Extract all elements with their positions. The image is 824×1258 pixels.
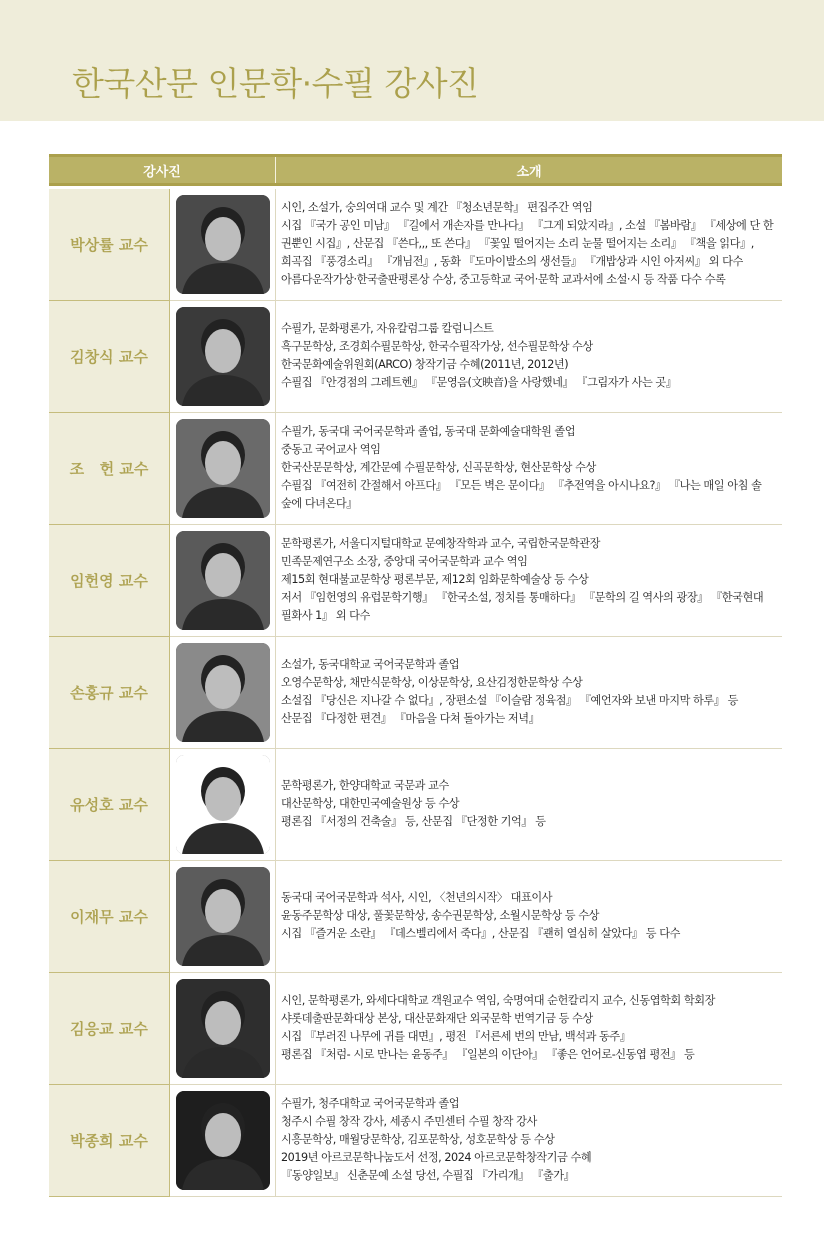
intro-line: 중동고 국어교사 역임: [281, 442, 381, 456]
portrait-photo: [176, 979, 270, 1078]
portrait-photo: [176, 1091, 270, 1190]
intro-line: 시인, 문학평론가, 와세다대학교 객원교수 역임, 숙명여대 순헌칼리지 교수, 신동엽학회 학회장: [281, 993, 715, 1007]
lecturer-intro: [276, 413, 782, 525]
intro-line: 한국산문문학상, 계간문예 수필문학상, 신곡문학상, 현산문학상 수상: [281, 460, 596, 474]
person-silhouette-icon: [176, 419, 270, 518]
photo-cell: [170, 413, 276, 525]
lecturer-name: 손홍규 교수: [49, 637, 170, 749]
lecturer-name: 박상률 교수: [49, 189, 170, 301]
portrait-photo: [176, 195, 270, 294]
lecturer-intro: [276, 525, 782, 637]
person-silhouette-icon: [176, 979, 270, 1078]
portrait-photo: [176, 307, 270, 406]
intro-line: 시인, 소설가, 숭의여대 교수 및 계간 『청소년문학』 편집주간 역임: [281, 200, 593, 214]
table-row-8: [49, 973, 782, 1085]
lecturer-intro: [276, 749, 782, 861]
portrait-photo: [176, 531, 270, 630]
intro-line: 청주시 수필 창작 강사, 세종시 주민센터 수필 창작 강사: [281, 1114, 537, 1128]
intro-line: 동국대 국어국문학과 석사, 시인, 〈천년의시작〉 대표이사: [281, 890, 553, 904]
intro-line: 수필가, 동국대 국어국문학과 졸업, 동국대 문화예술대학원 졸업: [281, 424, 576, 438]
intro-line: 저서 『임헌영의 유럽문학기행』 『한국소설, 정치를 통매하다』 『문학의 길 역사의 광장』 『한국현대: [281, 590, 764, 604]
page-title: 한국산문 인문학·수필 강사진: [72, 64, 479, 103]
photo-cell: [170, 637, 276, 749]
person-silhouette-icon: [176, 1091, 270, 1190]
photo-cell: [170, 301, 276, 413]
lecturer-table: [49, 154, 782, 1197]
intro-line: 윤동주문학상 대상, 풀꽃문학상, 송수권문학상, 소월시문학상 등 수상: [281, 908, 599, 922]
intro-line: 수필가, 문화평론가, 자유칼럼그룹 칼럼니스트: [281, 321, 494, 335]
table-row-7: [49, 861, 782, 973]
intro-line: 수필집 『안경점의 그레트헨』 『문영음(文映音)을 사랑했네』 『그림자가 사는 곳』: [281, 375, 677, 389]
photo-cell: [170, 189, 276, 301]
person-silhouette-icon: [176, 307, 270, 406]
table-row-1: [49, 189, 782, 301]
intro-line: 문학평론가, 한양대학교 국문과 교수: [281, 778, 449, 792]
intro-line: 제15회 현대불교문학상 평론부문, 제12회 임화문학예술상 등 수상: [281, 572, 589, 586]
intro-line: 시흥문학상, 매월당문학상, 김포문학상, 성호문학상 등 수상: [281, 1132, 555, 1146]
portrait-photo: [176, 643, 270, 742]
table-header: [49, 154, 782, 186]
intro-line: 아름다운작가상·한국출판평론상 수상, 중고등학교 국어·문학 교과서에 소설·시 등 작품 다수 수록: [281, 272, 726, 286]
lecturer-intro: [276, 861, 782, 973]
portrait-photo: [176, 419, 270, 518]
intro-line: 숲에 다녀온다』: [281, 496, 357, 510]
table-body: [49, 189, 782, 1197]
portrait-photo: [176, 867, 270, 966]
person-silhouette-icon: [176, 531, 270, 630]
intro-line: 산문집 『다정한 편견』 『마음을 다쳐 돌아가는 저녁』: [281, 711, 540, 725]
lecturer-intro: [276, 301, 782, 413]
person-silhouette-icon: [176, 643, 270, 742]
lecturer-name: 김창식 교수: [49, 301, 170, 413]
intro-line: 흑구문학상, 조경희수필문학상, 한국수필작가상, 선수필문학상 수상: [281, 339, 593, 353]
intro-line: 시집 『부러진 나무에 귀를 대면』, 평전 『서른세 번의 만남, 백석과 동주』: [281, 1029, 631, 1043]
intro-line: 희곡집 『풍경소리』 『개님전』, 동화 『도마이발소의 생선들』 『개밥상과 시인 아저씨』 외 다수: [281, 254, 743, 268]
lecturer-name: 유성호 교수: [49, 749, 170, 861]
intro-line: 2019년 아르코문학나눔도서 선정, 2024 아르코문학창작기금 수혜: [281, 1150, 592, 1164]
intro-line: 문학평론가, 서울디지털대학교 문예창작학과 교수, 국립한국문학관장: [281, 536, 600, 550]
person-silhouette-icon: [176, 867, 270, 966]
intro-line: 시집 『국가 공인 미남』 『길에서 개손자를 만나다』 『그게 되았지라』, 소설 『봄바람』 『세상에 단 한: [281, 218, 774, 232]
lecturer-name: 조 헌 교수: [49, 413, 170, 525]
intro-line: 권뿐인 시집』, 산문집 『쓴다,,, 또 쓴다』 『꽃잎 떨어지는 소리 눈물 떨어지는 소리』 『책을 읽다』,: [281, 236, 754, 250]
intro-line: 평론집 『처럼- 시로 만나는 윤동주』 『일본의 이단아』 『좋은 언어로-신동엽 평전』 등: [281, 1047, 695, 1061]
lecturer-name: 김응교 교수: [49, 973, 170, 1085]
intro-line: 소설가, 동국대학교 국어국문학과 졸업: [281, 657, 460, 671]
intro-line: 시집 『즐거운 소란』 『데스벨리에서 죽다』, 산문집 『괜히 열심히 살았다』 등 다수: [281, 926, 680, 940]
table-row-3: [49, 413, 782, 525]
table-row-4: [49, 525, 782, 637]
intro-line: 『동양일보』 신춘문예 소설 당선, 수필집 『가리개』 『출가』: [281, 1168, 575, 1182]
person-silhouette-icon: [176, 195, 270, 294]
photo-cell: [170, 973, 276, 1085]
header-lecturer: 강사진: [49, 157, 276, 183]
photo-cell: [170, 749, 276, 861]
lecturer-intro: [276, 189, 782, 301]
table-row-5: [49, 637, 782, 749]
intro-line: 샤롯데출판문화대상 본상, 대산문화재단 외국문학 번역기금 등 수상: [281, 1011, 593, 1025]
intro-line: 필화사 1』 외 다수: [281, 608, 370, 622]
lecturer-intro: [276, 1085, 782, 1197]
lecturer-name: 이재무 교수: [49, 861, 170, 973]
lecturer-intro: [276, 973, 782, 1085]
table-row-6: [49, 749, 782, 861]
photo-cell: [170, 861, 276, 973]
intro-line: 오영수문학상, 채만식문학상, 이상문학상, 요산김정한문학상 수상: [281, 675, 583, 689]
table-row-9: [49, 1085, 782, 1197]
header-intro: 소개: [516, 164, 542, 180]
portrait-photo: [176, 755, 270, 854]
intro-line: 소설집 『당신은 지나갈 수 없다』, 장편소설 『이슬람 정육점』 『예언자와 보낸 마지막 하루』 등: [281, 693, 738, 707]
lecturer-name: 임헌영 교수: [49, 525, 170, 637]
photo-cell: [170, 1085, 276, 1197]
title-band: [0, 0, 824, 121]
intro-line: 수필집 『여전히 간절해서 아프다』 『모든 벽은 문이다』 『추전역을 아시나요?』 『나는 매일 아침 솔: [281, 478, 762, 492]
table-row-2: [49, 301, 782, 413]
person-silhouette-icon: [176, 755, 270, 854]
intro-line: 민족문제연구소 소장, 중앙대 국어국문학과 교수 역임: [281, 554, 528, 568]
lecturer-intro: [276, 637, 782, 749]
intro-line: 한국문화예술위원회(ARCO) 창작기금 수혜(2011년, 2012년): [281, 357, 569, 371]
photo-cell: [170, 525, 276, 637]
intro-line: 수필가, 청주대학교 국어국문학과 졸업: [281, 1096, 460, 1110]
intro-line: 평론집 『서정의 건축술』 등, 산문집 『단정한 기억』 등: [281, 814, 546, 828]
intro-line: 대산문학상, 대한민국예술원상 등 수상: [281, 796, 460, 810]
lecturer-name: 박종희 교수: [49, 1085, 170, 1197]
